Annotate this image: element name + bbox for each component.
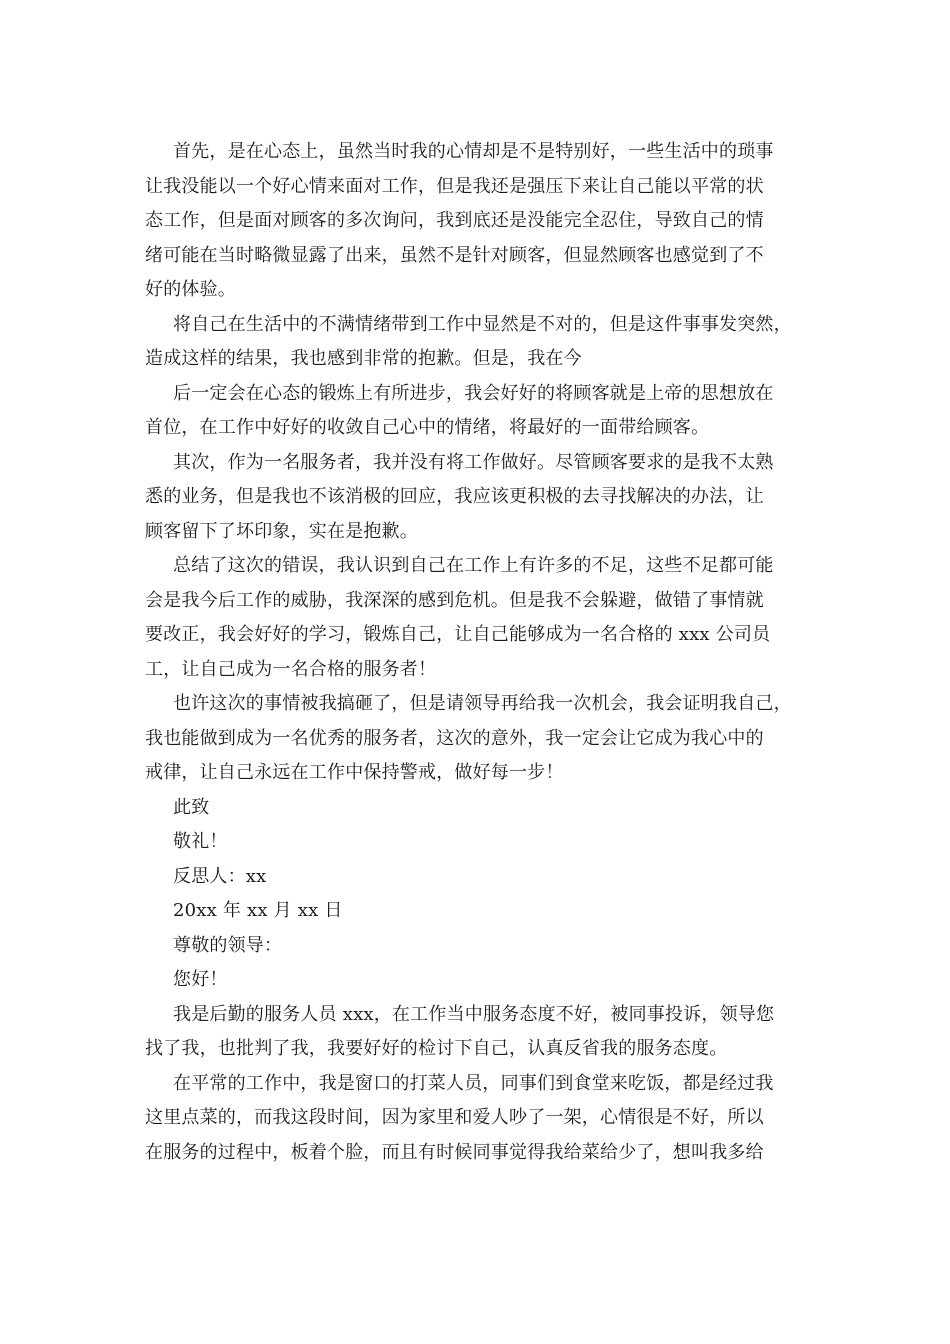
text-line: 工，让自己成为一名合格的服务者！ (145, 658, 437, 680)
text-line: 后一定会在心态的锻炼上有所进步，我会好好的将顾客就是上帝的思想放在 (173, 382, 774, 404)
text-line: 态工作，但是面对顾客的多次询问，我到底还是没能完全忍住，导致自己的情 (145, 210, 764, 231)
text-line: 顾客留下了坏印象，实在是抱歉。 (145, 520, 418, 542)
text-line: 会是我今后工作的威胁，我深深的感到危机。但是我不会躲避，做错了事情就 (145, 589, 764, 611)
text-line: 我也能做到成为一名优秀的服务者，这次的意外，我一定会让它成为我心中的 (145, 727, 764, 749)
text-line: 您好！ (173, 969, 228, 990)
text-line: 首位，在工作中好好的收敛自己心中的情绪，将最好的一面带给顾客。 (145, 417, 710, 438)
text-line: 好的体验。 (145, 279, 236, 300)
text-line: 要改正，我会好好的学习，锻炼自己，让自己能够成为一名合格的 xxx 公司员 (145, 624, 771, 645)
text-line: 总结了这次的错误，我认识到自己在工作上有许多的不足，这些不足都可能 (173, 555, 774, 576)
text-line: 在平常的工作中，我是窗口的打菜人员，同事们到食堂来吃饭，都是经过我 (173, 1072, 774, 1094)
text-line: 悉的业务，但是我也不该消极的回应，我应该更积极的去寻找解决的办法，让 (145, 486, 764, 507)
text-line: 敬礼！ (173, 831, 228, 852)
text-line: 也许这次的事情被我搞砸了，但是请领导再给我一次机会，我会证明我自己， (173, 693, 792, 714)
text-line: 绪可能在当时略微显露了出来，虽然不是针对顾客，但显然顾客也感觉到了不 (145, 244, 764, 266)
document-body (145, 135, 825, 1170)
text-line: 造成这样的结果，我也感到非常的抱歉。但是，我在今 (145, 348, 582, 369)
text-line: 在服务的过程中，板着个脸，而且有时候同事觉得我给菜给少了，想叫我多给 (145, 1141, 764, 1163)
text-line: 让我没能以一个好心情来面对工作，但是我还是强压下来让自己能以平常的状 (145, 175, 764, 197)
text-line: 首先，是在心态上，虽然当时我的心情却是不是特别好，一些生活中的琐事 (173, 141, 774, 162)
text-line: 其次，作为一名服务者，我并没有将工作做好。尽管顾客要求的是我不太熟 (173, 451, 774, 473)
text-line: 戒律，让自己永远在工作中保持警戒，做好每一步！ (145, 762, 564, 783)
text-line: 尊敬的领导： (173, 934, 283, 956)
text-line: 这里点菜的，而我这段时间，因为家里和爱人吵了一架，心情很是不好，所以 (145, 1107, 764, 1128)
text-line: 20xx 年 xx 月 xx 日 (173, 900, 343, 921)
text-line: 找了我，也批判了我，我要好好的检讨下自己，认真反省我的服务态度。 (145, 1038, 728, 1059)
text-line: 将自己在生活中的不满情绪带到工作中显然是不对的，但是这件事事发突然， (173, 313, 792, 335)
text-line: 反思人：xx (173, 865, 267, 887)
text-line: 我是后勤的服务人员 xxx，在工作当中服务态度不好，被同事投诉，领导您 (173, 1003, 775, 1025)
text-line: 此致 (173, 796, 210, 818)
